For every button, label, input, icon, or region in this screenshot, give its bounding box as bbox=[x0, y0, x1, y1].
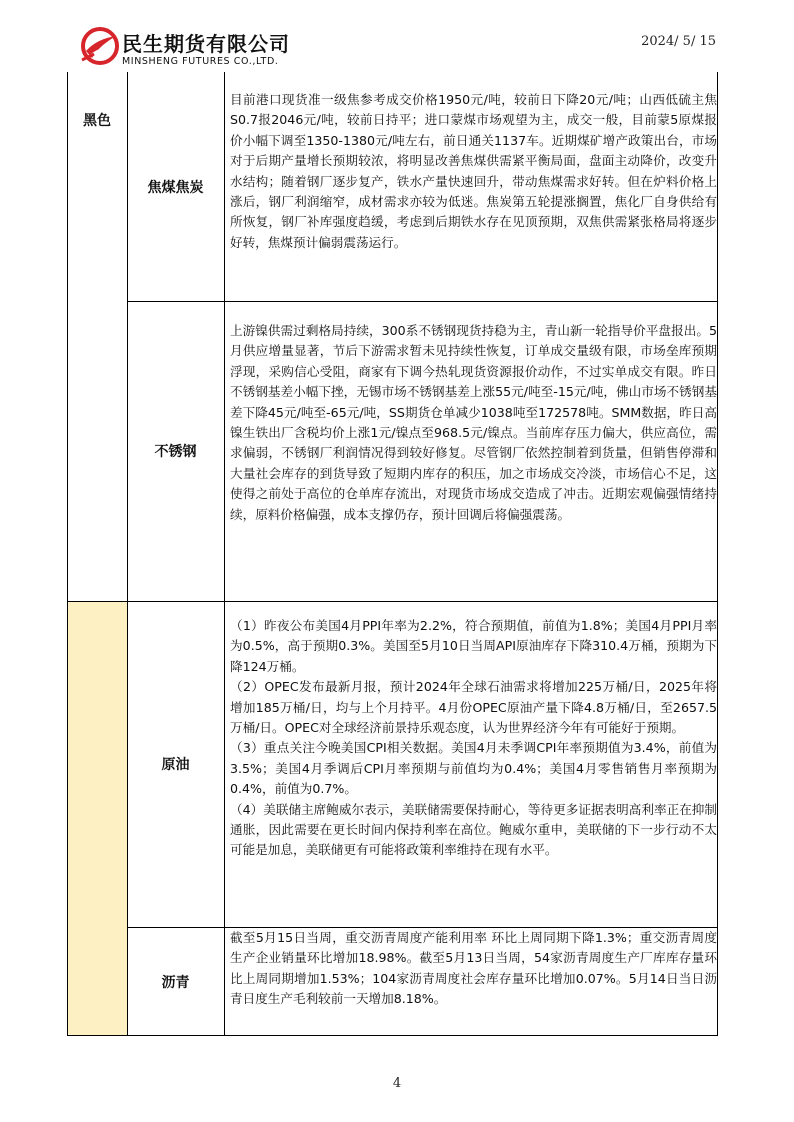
product-stainless-commentary bbox=[230, 321, 718, 596]
table-divider-name bbox=[224, 72, 225, 1036]
commodity-table bbox=[67, 72, 718, 1036]
company-name-cn: 民生期货有限公司 bbox=[122, 32, 290, 56]
crude-point-4: （4）美联储主席鲍威尔表示，美联储需要保持耐心，等待更多证据表明高利率正在抑制通胀，因此需要在更长时间内保持利率在高位。鲍威尔重申，美联储的下一步行动不太可能是加息，美联储更有可能将政策利率维持在现有水平。 bbox=[230, 801, 717, 858]
page-header bbox=[0, 0, 794, 72]
table-border-bottom bbox=[67, 1035, 718, 1036]
row-divider bbox=[127, 927, 718, 928]
product-asphalt-name: 沥青 bbox=[161, 974, 190, 991]
table-border-left bbox=[67, 72, 68, 1036]
table-border-right bbox=[717, 72, 718, 1036]
crude-point-1: （1）昨夜公布美国4月PPI年率为2.2%，符合预期值，前值为1.8%；美国4月PPI月率为0.5%，高于预期0.3%。美国至5月10日当周API原油库存下降310.4万桶，预期为下降124万桶。 bbox=[230, 618, 717, 674]
product-coke-commentary bbox=[230, 90, 718, 295]
product-asphalt-cell bbox=[127, 927, 224, 1036]
row-divider bbox=[127, 301, 718, 302]
company-name-en: MINSHENG FUTURES CO.,LTD. bbox=[122, 56, 279, 67]
minsheng-logo-icon bbox=[80, 26, 120, 66]
product-coke-name: 焦煤焦炭 bbox=[147, 179, 204, 196]
category-black-label: 黑色 bbox=[83, 113, 111, 129]
product-stainless-cell bbox=[127, 301, 224, 601]
crude-point-2: （2）OPEC发布最新月报，预计2024年全球石油需求将增加225万桶/日，2025年将增加185万桶/日，均与上个月持平。4月份OPEC原油产量下降4.8万桶/日，至2657.5万桶/日。OPEC对全球经济前景持乐观态度，认为世界经济今年有可能好于预期。 bbox=[230, 679, 717, 736]
commentary-text: 上游镍供需过剩格局持续，300系不锈钢现货持稳为主，青山新一轮指导价平盘报出。5月供应增量显著，节后下游需求暂未见持续性恢复，订单成交量级有限，市场垒库预期浮现，采购信心受阻，商家有下调今热轧现货资源报价动作，不过实单成交有限。昨日不锈钢基差小幅下挫，无锡市场不锈钢基差上涨55元/吨至-15元/吨，佛山市场不锈钢基差下降45元/吨至-65元/吨，SS期货仓单减少1038吨至172578吨。SMM数据，昨日高镍生铁出厂含税均价上涨1元/镍点至968.5元/镍点。当前库存压力偏大，供应高位，需求偏弱，不锈钢厂利润情况得到较好修复。尽管钢厂依然控制着到货量，但销售停滞和大量社会库存的到货导致了短期内库存的积压，加之市场成交冷淡，市场信心不足，这使得之前处于高位的仓单库存流出，对现货市场成交造成了冲击。近期宏观偏强情绪持续，原料价格偏强，成本支撑仍存，预计回调后将偏强震荡。 bbox=[230, 323, 717, 522]
section-divider bbox=[67, 601, 718, 602]
category-black-cell bbox=[67, 72, 127, 601]
product-coke-cell bbox=[127, 72, 224, 301]
energy-category-background bbox=[67, 601, 127, 1036]
product-stainless-name: 不锈钢 bbox=[154, 444, 197, 460]
product-crude-name: 原油 bbox=[161, 757, 190, 773]
commentary-text: 截至5月15日当周，重交沥青周度产能利用率 环比上周同期下降1.3%；重交沥青周度生产企业销量环比增加18.98%。截至5月13日当周，54家沥青周度生产厂库库存量环比上周同期增加1.53%；104家沥青周度社会库存量环比增加0.07%。5月14日当日沥青日度生产毛利较前一天增加8.18%。 bbox=[230, 930, 717, 1007]
page-number: 4 bbox=[392, 1076, 402, 1091]
crude-point-3: （3）重点关注今晚美国CPI相关数据。美国4月未季调CPI年率预期值为3.4%，前值为3.5%；美国4月季调后CPI月率预期与前值均为0.4%；美国4月零售销售月率预期为0.4%，前值为0.7%。 bbox=[230, 740, 717, 797]
product-crude-cell bbox=[127, 601, 224, 927]
product-asphalt-commentary bbox=[230, 928, 718, 1034]
table-divider-category bbox=[127, 72, 128, 1036]
report-date: 2024/ 5/ 15 bbox=[641, 34, 716, 49]
product-crude-commentary bbox=[230, 616, 718, 922]
commentary-text: 目前港口现货准一级焦参考成交价格1950元/吨，较前日下降20元/吨；山西低硫主焦S0.7报2046元/吨，较前日持平；进口蒙煤市场观望为主，成交一般，目前蒙5原煤报价小幅下调至1350-1380元/吨左右，前日通关1137车。近期煤矿增产政策出台，市场对于后期产量增长预期较浓，将明显改善焦煤供需紧平衡局面，盘面主动降价，改变升水结构；随着钢厂逐步复产，铁水产量快速回升，带动焦煤需求好转。但在炉料价格上涨后，钢厂利润缩窄，成材需求亦较为低迷。焦炭第五轮提涨搁置，焦化厂自身供给有所恢复，钢厂补库强度趋缓，考虑到后期铁水存在见顶预期，双焦供需紧张格局将逐步好转，焦煤预计偏弱震荡运行。 bbox=[230, 92, 717, 250]
